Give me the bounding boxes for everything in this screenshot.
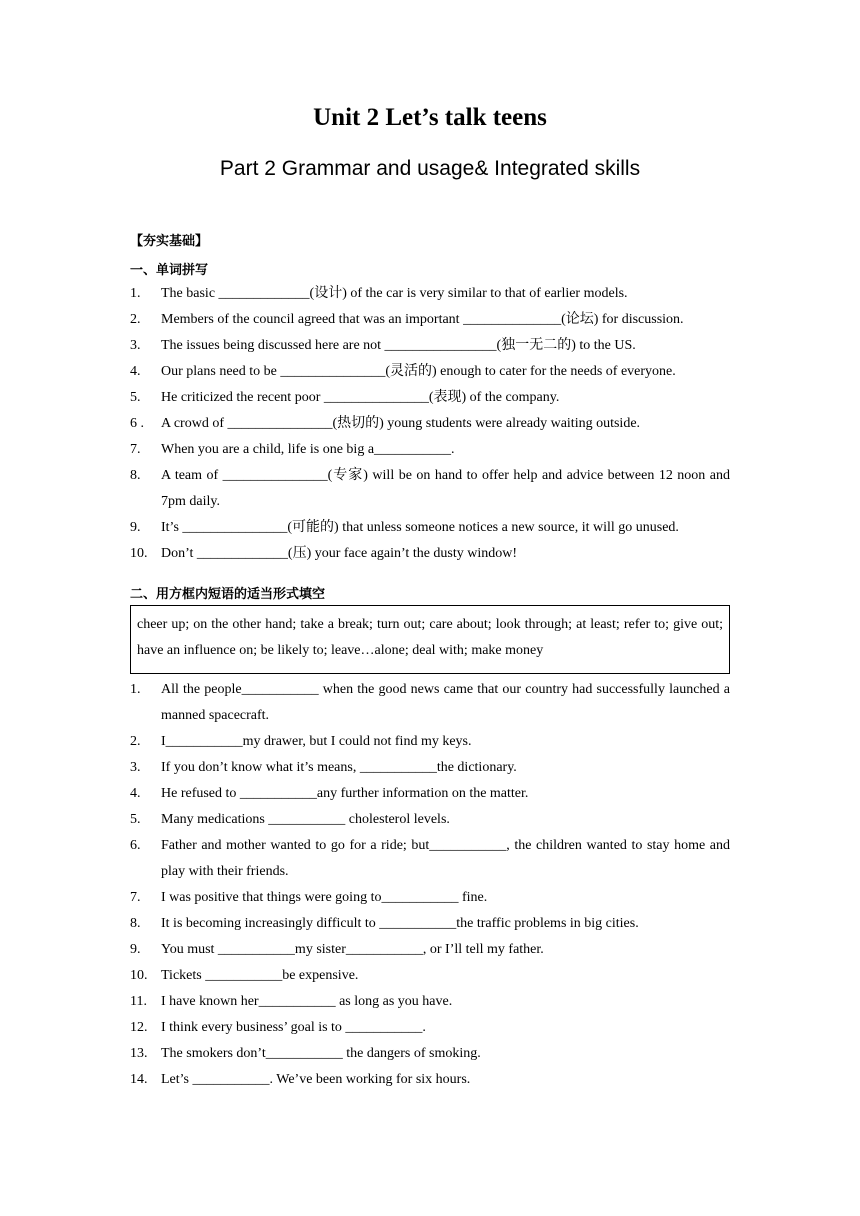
item-text: A crowd of _______________(热切的) young students were already waiting outside. — [161, 416, 641, 431]
item-number: 6 . — [130, 416, 144, 431]
item-number: 4. — [130, 364, 141, 379]
part2-item — [130, 781, 730, 807]
part2-item — [130, 1067, 730, 1093]
item-number: 9. — [130, 942, 141, 957]
part1-list — [130, 281, 730, 567]
item-text: If you don’t know what it’s means, ___________the dictionary. — [161, 760, 517, 775]
item-text: Tickets ___________be expensive. — [161, 968, 359, 983]
part2-item — [130, 1015, 730, 1041]
item-text: It is becoming increasingly difficult to ___________the traffic problems in big cities. — [161, 916, 639, 931]
item-text: The smokers don’t___________ the dangers of smoking. — [161, 1046, 481, 1061]
part1-item — [130, 281, 730, 307]
part2-item — [130, 937, 730, 963]
item-number: 2. — [130, 312, 141, 327]
part2-item — [130, 911, 730, 937]
part2-item — [130, 833, 730, 885]
item-number: 3. — [130, 760, 141, 775]
part2-heading: 二、用方框内短语的适当形式填空 — [130, 587, 326, 602]
item-text: You must ___________my sister___________, or I’ll tell my father. — [161, 942, 544, 957]
item-text: I was positive that things were going to___________ fine. — [161, 890, 488, 905]
part2-list — [130, 677, 730, 1093]
item-text: I___________my drawer, but I could not find my keys. — [161, 734, 472, 749]
page-subtitle: Part 2 Grammar and usage& Integrated skills — [219, 157, 641, 180]
part2-item — [130, 885, 730, 911]
item-number: 8. — [130, 468, 141, 483]
item-text: When you are a child, life is one big a___________. — [161, 442, 455, 457]
item-text: Don’t _____________(压) your face again’t the dusty window! — [161, 546, 518, 561]
part1-item — [130, 463, 730, 515]
part1-item — [130, 385, 730, 411]
item-number: 2. — [130, 734, 141, 749]
section-heading-basics: 【夯实基础】 — [130, 234, 209, 249]
part1-item — [130, 515, 730, 541]
item-number: 3. — [130, 338, 141, 353]
item-text: Many medications ___________ cholesterol levels. — [161, 812, 450, 827]
item-text: All the people___________ when the good news came that our country had successfully launched a manned spacecraft. — [161, 682, 730, 723]
item-text: Our plans need to be _______________(灵活的) enough to cater for the needs of everyone. — [161, 364, 676, 379]
page-title: Unit 2 Let’s talk teens — [313, 104, 547, 131]
item-number: 14. — [130, 1072, 148, 1087]
item-number: 1. — [130, 682, 141, 697]
item-number: 1. — [130, 286, 141, 301]
item-number: 10. — [130, 968, 148, 983]
part2-item — [130, 1041, 730, 1067]
item-number: 8. — [130, 916, 141, 931]
item-text: Let’s ___________. We’ve been working for six hours. — [161, 1072, 471, 1087]
item-number: 9. — [130, 520, 141, 535]
item-number: 5. — [130, 390, 141, 405]
item-text: The issues being discussed here are not ________________(独一无二的) to the US. — [161, 338, 636, 353]
part1-item — [130, 411, 730, 437]
item-number: 7. — [130, 442, 141, 457]
part2-item — [130, 989, 730, 1015]
part2-item — [130, 755, 730, 781]
part1-heading: 一、单词拼写 — [130, 263, 209, 278]
item-text: He criticized the recent poor _______________(表现) of the company. — [161, 390, 560, 405]
part1-item — [130, 437, 730, 463]
part2-item — [130, 807, 730, 833]
item-number: 6. — [130, 838, 141, 853]
item-number: 5. — [130, 812, 141, 827]
part1-item — [130, 359, 730, 385]
part1-item — [130, 333, 730, 359]
part2-item — [130, 729, 730, 755]
item-number: 10. — [130, 546, 148, 561]
item-text: A team of _______________(专家) will be on hand to offer help and advice between 12 noon and 7pm daily. — [161, 468, 730, 509]
item-text: It’s _______________(可能的) that unless someone notices a new source, it will go unused. — [161, 520, 679, 535]
item-number: 13. — [130, 1046, 148, 1061]
item-number: 12. — [130, 1020, 148, 1035]
item-text: I have known her___________ as long as you have. — [161, 994, 453, 1009]
phrase-box: cheer up; on the other hand; take a break; turn out; care about; look through; at least; refer to; give out; have an influence on; be likely to; leave…alone; deal with; make money — [130, 605, 730, 674]
item-number: 11. — [130, 994, 147, 1009]
part2-item — [130, 677, 730, 729]
item-text: Members of the council agreed that was an important ______________(论坛) for discussion. — [161, 312, 684, 327]
item-text: I think every business’ goal is to ___________. — [161, 1020, 426, 1035]
item-number: 4. — [130, 786, 141, 801]
item-text: He refused to ___________any further information on the matter. — [161, 786, 529, 801]
part1-item — [130, 541, 730, 567]
part2-item — [130, 963, 730, 989]
item-text: Father and mother wanted to go for a ride; but___________, the children wanted to stay home and play with their friends. — [161, 838, 730, 879]
item-number: 7. — [130, 890, 141, 905]
part1-item — [130, 307, 730, 333]
item-text: The basic _____________(设计) of the car is very similar to that of earlier models. — [161, 286, 628, 301]
